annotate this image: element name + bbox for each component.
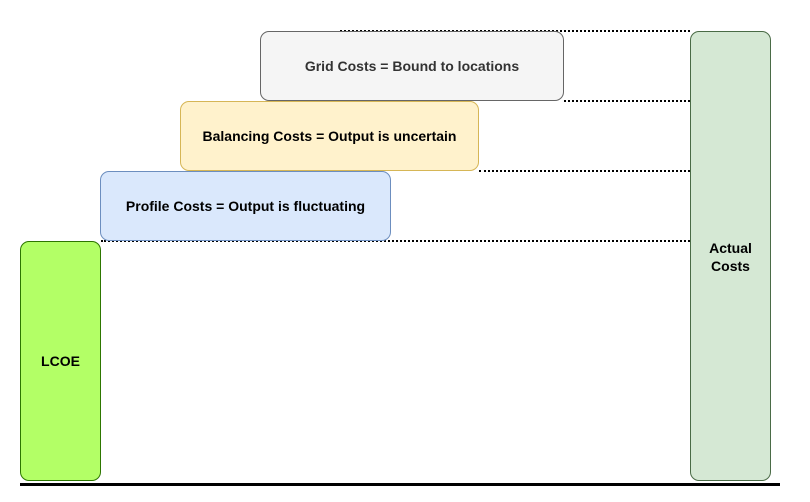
- profile-costs-box: [100, 171, 391, 241]
- grid-costs-label: Grid Costs = Bound to locations: [304, 58, 520, 74]
- lcoe-label: LCOE: [41, 353, 80, 369]
- actual-costs-box: [690, 31, 771, 481]
- balancing-costs-label: Balancing Costs = Output is uncertain: [202, 128, 457, 144]
- balancing-costs-box: [180, 101, 479, 171]
- grid-costs-box: [260, 31, 564, 101]
- dotted-line-balancing: [479, 170, 690, 172]
- dotted-line-grid: [564, 100, 690, 102]
- actual-costs-label-line2: Costs: [711, 258, 750, 274]
- profile-costs-label: Profile Costs = Output is fluctuating: [125, 198, 366, 214]
- actual-costs-label-line1: Actual: [709, 240, 752, 256]
- lcoe-box: [20, 241, 101, 481]
- baseline: [20, 483, 780, 486]
